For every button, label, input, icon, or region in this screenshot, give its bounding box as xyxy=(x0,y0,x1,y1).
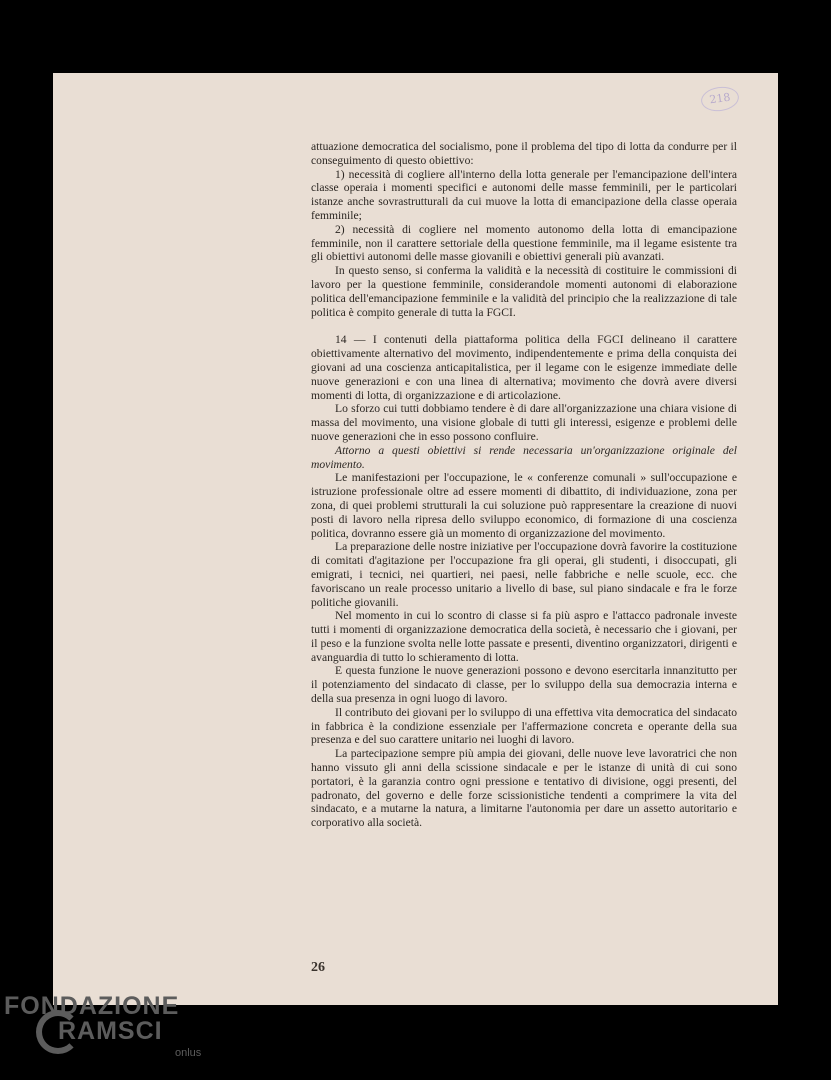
paragraph: Nel momento in cui lo scontro di classe si fa più aspro e l'attacco padronale investe tutti i momenti di organizzazione democratica della società, è necessario che i giovani, per il peso e la funzione svolta nelle lotte passate e presenti, diventino organizzatori, dirigenti e avanguardia di tutto lo schieramento di lotta. xyxy=(311,609,737,664)
logo-suffix: onlus xyxy=(175,1047,202,1059)
paragraph: E questa funzione le nuove generazioni possono e devono esercitarla innanzitutto per il potenziamento del sindacato di classe, per lo sviluppo della sua democrazia interna e della sua presenza in ogni luogo di lavoro. xyxy=(311,664,737,706)
document-page xyxy=(53,73,778,1005)
paragraph: attuazione democratica del socialismo, pone il problema del tipo di lotta da condurre per il conseguimento di questo obiettivo: xyxy=(311,140,737,167)
paragraph: Attorno a questi obiettivi si rende necessaria un'organizzazione originale del movimento. xyxy=(311,443,737,471)
paragraph: Lo sforzo cui tutti dobbiamo tendere è di dare all'organizzazione una chiara visione di massa del movimento, una visione globale di tutti gli interessi, esigenze e problemi delle nuove generazioni che in esso possono confluire. xyxy=(311,402,737,443)
fondazione-gramsci-logo xyxy=(4,992,224,1072)
paragraph: 1) necessità di cogliere all'interno della lotta generale per l'emancipazione dell'intera classe operaia i momenti specifici e autonomi delle masse femminili, per le particolari istanze anche sovrastrutturali da cui muove la lotta di emancipazione della classe operaia femminile; xyxy=(311,167,737,222)
body-text xyxy=(311,140,737,830)
paragraph: La preparazione delle nostre iniziative per l'occupazione dovrà favorire la costituzione di comitati d'agitazione per l'occupazione fra gli operai, gli studenti, i disoccupati, gli emigrati, i tecnici, nei quartieri, nei paesi, nelle fabbriche e nelle scuole, ecc. che favoriscano un reale processo unitario a livello di base, sul piano sindacale e fra le forze politiche giovanili. xyxy=(311,540,737,609)
paragraph: La partecipazione sempre più ampia dei giovani, delle nuove leve lavoratrici che non hanno vissuto gli anni della scissione sindacale e per le istanze di unità di cui sono portatori, è la garanzia contro ogni pressione e tentativo di divisione, oggi presenti, del padronato, del governo e delle forze scissionistiche tendenti a comprimere la vita del sindacato, e a mutarne la natura, a limitarne l'autonomia per dare un assetto autoritario e corporativo alla società. xyxy=(311,747,737,830)
paragraph: Il contributo dei giovani per lo sviluppo di una effettiva vita democratica del sindacato in fabbrica è la condizione essenziale per l'affermazione concreta e operante della sua presenza e del suo carattere unitario nei luoghi di lavoro. xyxy=(311,705,737,747)
paragraph: Le manifestazioni per l'occupazione, le « conferenze comunali » sull'occupazione e istruzione professionale oltre ad essere momenti di dibattito, di individuazione, zona per zona, di quei problemi strutturali la cui soluzione può rappresentare la creazione di nuovi posti di lavoro nella ripresa dello sviluppo economico, di formazione di una coscienza politica, dovranno essere già un momento di organizzazione del movimento. xyxy=(311,471,737,540)
page-number: 26 xyxy=(311,960,325,975)
logo-line-2: RAMSCI xyxy=(58,1017,163,1045)
archive-stamp: 218 xyxy=(700,84,741,113)
paragraph: In questo senso, si conferma la validità e la necessità di costituire le commissioni di lavoro per la questione femminile, considerandole momenti autonomi di elaborazione politica dell'emancipazione femminile e la validità del principio che la realizzazione di tale politica è compito generale di tutta la FGCI. xyxy=(311,264,737,319)
logo-line-1: FONDAZIONE xyxy=(4,992,180,1020)
paragraph: 14 — I contenuti della piattaforma politica della FGCI delineano il carattere obiettivamente alternativo del movimento, indipendentemente e prima della conquista dei giovani ad una coscienza anticapitalistica, per il legame con le esigenze immediate delle nuove generazioni e con una linea di alternativa; movimento che dovrà avere diversi momenti di lotta, di organizzazione e di articolazione. xyxy=(311,333,737,402)
paragraph: 2) necessità di cogliere nel momento autonomo della lotta di emancipazione femminile, non il carattere settoriale della questione femminile, ma il legame esistente tra gli obiettivi autonomi delle masse giovanili e obiettivi generali più avanzati. xyxy=(311,222,737,264)
